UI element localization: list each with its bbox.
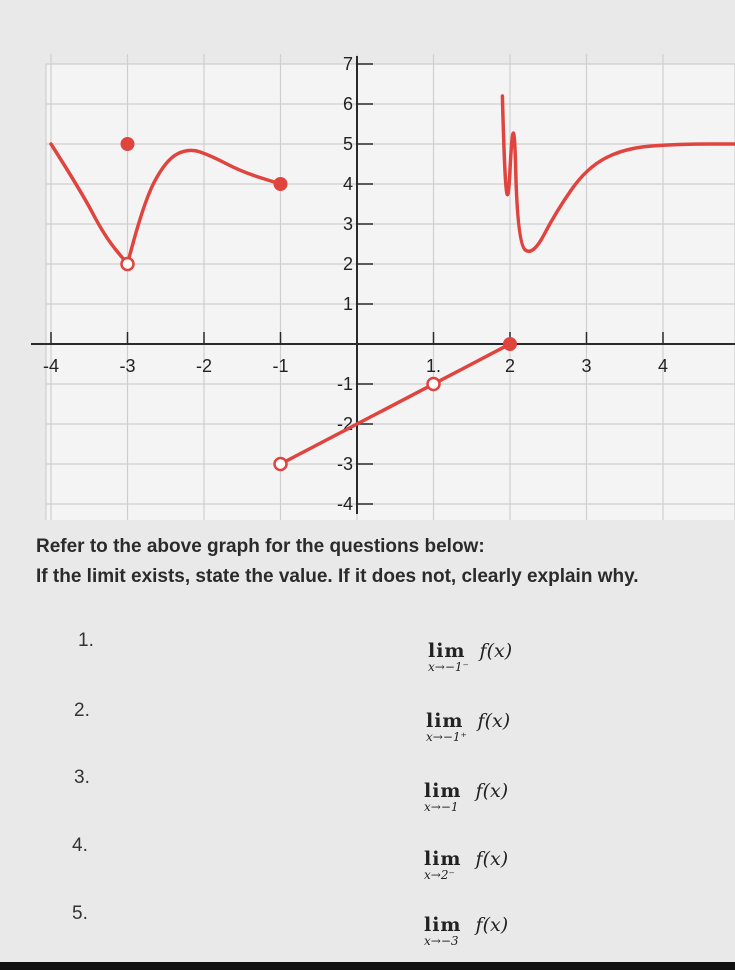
y-tick-label: -1 bbox=[336, 374, 353, 394]
question-4-number: 4. bbox=[72, 835, 88, 856]
question-3-approach: x→−1 bbox=[424, 800, 459, 814]
question-1-approach: x→−1⁻ bbox=[428, 660, 469, 674]
y-tick-label: -2 bbox=[336, 414, 353, 434]
question-4-approach: x→2⁻ bbox=[424, 868, 455, 882]
x-tick-label: 2 bbox=[504, 356, 516, 376]
question-1-lim: lim bbox=[428, 640, 466, 662]
y-tick-label: 1 bbox=[342, 294, 353, 314]
question-2-limit bbox=[426, 710, 510, 744]
instructions bbox=[36, 532, 716, 592]
question-4-limit bbox=[424, 848, 508, 882]
question-3-lim: lim bbox=[424, 780, 462, 802]
question-3-function: f(x) bbox=[475, 780, 509, 802]
question-1-limit bbox=[428, 640, 512, 674]
x-tick-label: -3 bbox=[119, 356, 136, 376]
x-tick-label: 1. bbox=[425, 356, 442, 376]
y-tick-label: 6 bbox=[342, 94, 353, 114]
y-tick-label: 7 bbox=[342, 54, 353, 74]
y-tick-label: 2 bbox=[342, 254, 353, 274]
y-tick-label: 5 bbox=[342, 134, 353, 154]
question-1-function: f(x) bbox=[479, 640, 513, 662]
closed-point bbox=[121, 138, 134, 151]
open-point bbox=[275, 458, 287, 470]
question-5-lim: lim bbox=[424, 914, 462, 936]
question-5-function: f(x) bbox=[475, 914, 509, 936]
question-2-number: 2. bbox=[74, 700, 90, 721]
instructions-line-2: If the limit exists, state the value. If it does not, clearly explain why. bbox=[36, 566, 639, 587]
question-4-lim: lim bbox=[424, 848, 462, 870]
y-tick-label: 4 bbox=[342, 174, 353, 194]
question-5-approach: x→−3 bbox=[424, 934, 459, 948]
question-4-function: f(x) bbox=[475, 848, 509, 870]
x-tick-label: -4 bbox=[42, 356, 60, 376]
y-tick-label: -4 bbox=[336, 494, 353, 514]
question-2-function: f(x) bbox=[477, 710, 511, 732]
question-5-limit bbox=[424, 914, 508, 948]
grid bbox=[46, 54, 735, 520]
grid-panel bbox=[46, 64, 735, 520]
x-tick-label: -2 bbox=[195, 356, 213, 376]
question-2-lim: lim bbox=[426, 710, 464, 732]
open-point bbox=[122, 258, 134, 270]
question-5-number: 5. bbox=[72, 903, 88, 924]
instructions-line-1: Refer to the above graph for the questions below: bbox=[36, 536, 485, 557]
y-tick-label: -3 bbox=[336, 454, 353, 474]
question-2-approach: x→−1⁺ bbox=[426, 730, 467, 744]
open-point bbox=[428, 378, 440, 390]
question-3-number: 3. bbox=[74, 767, 90, 788]
y-tick-label: 3 bbox=[342, 214, 353, 234]
question-1-number: 1. bbox=[78, 630, 94, 651]
question-3-limit bbox=[424, 780, 508, 814]
x-tick-label: -1 bbox=[272, 356, 289, 376]
x-tick-label: 4 bbox=[657, 356, 669, 376]
x-tick-label: 3 bbox=[581, 356, 592, 376]
closed-point bbox=[274, 178, 287, 191]
bottom-edge bbox=[0, 962, 735, 970]
closed-point bbox=[504, 338, 517, 351]
